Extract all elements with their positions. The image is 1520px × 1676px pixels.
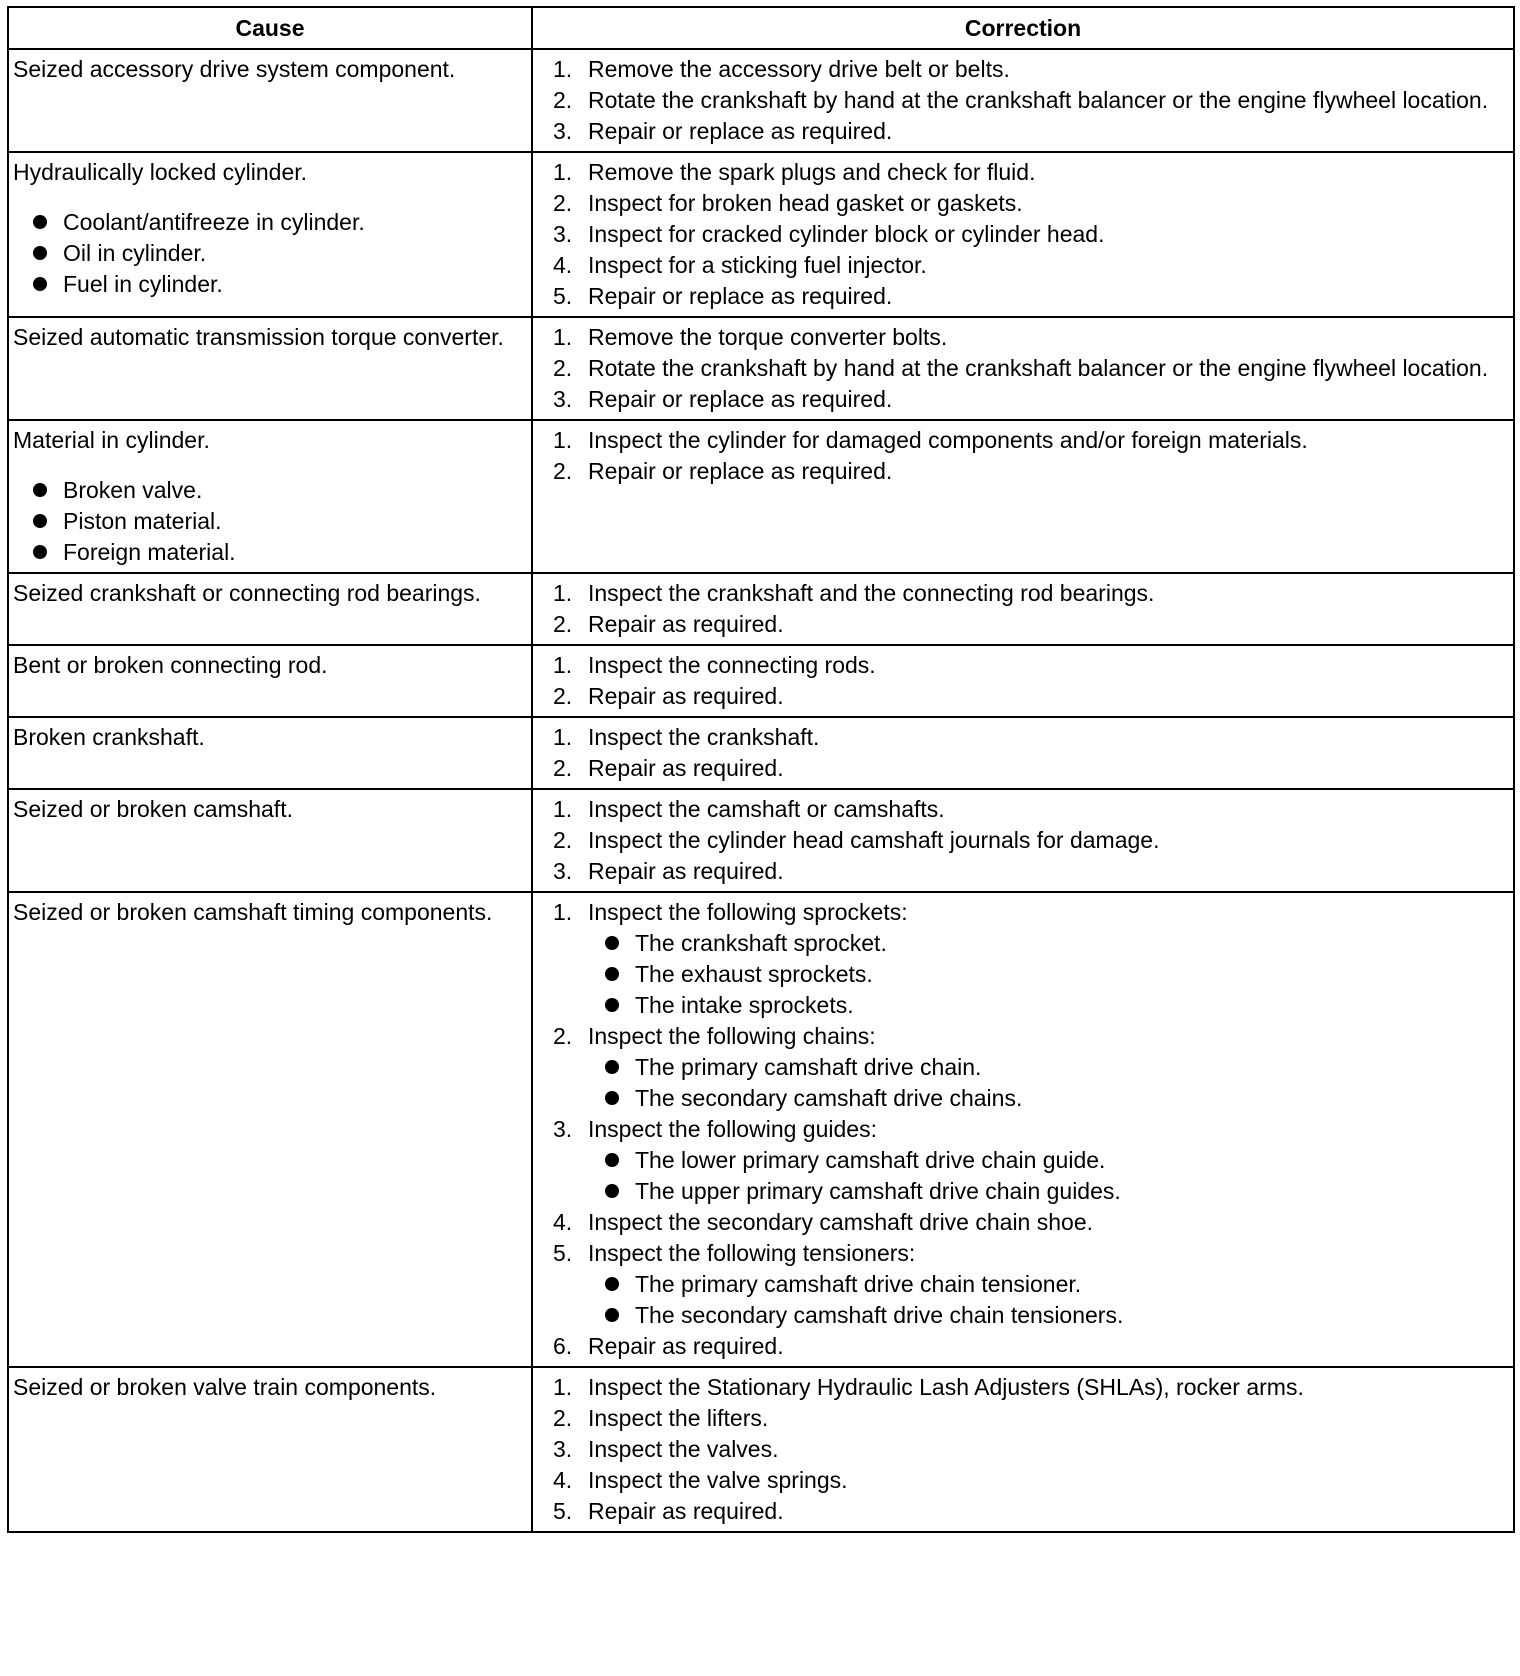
step-text: Repair as required. bbox=[588, 755, 784, 781]
step-text: Inspect the valve springs. bbox=[588, 1467, 848, 1493]
correction-step bbox=[553, 1238, 1505, 1269]
step-number: 1. bbox=[553, 580, 573, 606]
cause-bullet-item bbox=[13, 537, 525, 568]
bullet-dot-icon bbox=[605, 1153, 619, 1167]
step-number: 3. bbox=[553, 858, 573, 884]
sub-bullet-text: The intake sprockets. bbox=[635, 992, 854, 1018]
bullet-dot-icon bbox=[605, 1308, 619, 1322]
correction-step bbox=[553, 219, 1505, 250]
correction-step bbox=[553, 1465, 1505, 1496]
step-text: Repair or replace as required. bbox=[588, 283, 893, 309]
sub-bullet-text: The secondary camshaft drive chain tensioners. bbox=[635, 1302, 1124, 1328]
step-sub-bullet bbox=[553, 1300, 1505, 1331]
step-text: Inspect the camshaft or camshafts. bbox=[588, 796, 945, 822]
table-row bbox=[8, 1367, 1514, 1532]
correction-step bbox=[553, 1207, 1505, 1238]
correction-step bbox=[553, 425, 1505, 456]
correction-step bbox=[553, 456, 1505, 487]
step-number: 6. bbox=[553, 1333, 573, 1359]
step-number: 4. bbox=[553, 1467, 573, 1493]
step-number: 3. bbox=[553, 1436, 573, 1462]
step-text: Inspect the Stationary Hydraulic Lash Adjusters (SHLAs), rocker arms. bbox=[588, 1374, 1304, 1400]
step-number: 2. bbox=[553, 190, 573, 216]
step-sub-bullet bbox=[553, 990, 1505, 1021]
cause-bullet-text: Piston material. bbox=[63, 508, 222, 534]
cause-cell bbox=[8, 573, 532, 645]
cause-bullet-item bbox=[13, 238, 525, 269]
correction-step bbox=[553, 825, 1505, 856]
step-number: 2. bbox=[553, 611, 573, 637]
step-text: Repair as required. bbox=[588, 858, 784, 884]
step-text: Inspect the secondary camshaft drive chain shoe. bbox=[588, 1209, 1094, 1235]
step-text: Repair or replace as required. bbox=[588, 386, 893, 412]
step-number: 2. bbox=[553, 683, 573, 709]
step-sub-bullet bbox=[553, 1269, 1505, 1300]
table-row bbox=[8, 317, 1514, 420]
correction-step bbox=[553, 1403, 1505, 1434]
sub-bullet-text: The upper primary camshaft drive chain guides. bbox=[635, 1178, 1121, 1204]
cause-bullet-text: Coolant/antifreeze in cylinder. bbox=[63, 209, 365, 235]
table-row bbox=[8, 49, 1514, 152]
table-row bbox=[8, 789, 1514, 892]
step-number: 4. bbox=[553, 1209, 573, 1235]
step-text: Inspect the crankshaft and the connecting rod bearings. bbox=[588, 580, 1155, 606]
correction-cell bbox=[532, 317, 1514, 420]
step-number: 2. bbox=[553, 87, 573, 113]
step-text: Repair as required. bbox=[588, 1333, 784, 1359]
step-sub-bullet bbox=[553, 959, 1505, 990]
correction-cell bbox=[532, 717, 1514, 789]
step-number: 1. bbox=[553, 1374, 573, 1400]
step-number: 3. bbox=[553, 221, 573, 247]
step-text: Inspect the following sprockets: bbox=[588, 899, 908, 925]
correction-step bbox=[553, 722, 1505, 753]
correction-step bbox=[553, 188, 1505, 219]
step-number: 1. bbox=[553, 56, 573, 82]
step-text: Inspect the lifters. bbox=[588, 1405, 769, 1431]
step-number: 1. bbox=[553, 724, 573, 750]
step-number: 4. bbox=[553, 252, 573, 278]
correction-step bbox=[553, 116, 1505, 147]
step-sub-bullet bbox=[553, 1176, 1505, 1207]
correction-cell bbox=[532, 420, 1514, 573]
correction-cell bbox=[532, 152, 1514, 317]
step-text: Remove the torque converter bolts. bbox=[588, 324, 948, 350]
sub-bullet-text: The primary camshaft drive chain. bbox=[635, 1054, 982, 1080]
step-number: 2. bbox=[553, 1405, 573, 1431]
sub-bullet-text: The exhaust sprockets. bbox=[635, 961, 873, 987]
step-number: 2. bbox=[553, 1023, 573, 1049]
cause-bullet-item bbox=[13, 207, 525, 238]
step-number: 3. bbox=[553, 118, 573, 144]
correction-cell bbox=[532, 645, 1514, 717]
correction-step bbox=[553, 681, 1505, 712]
cause-cell bbox=[8, 789, 532, 892]
correction-step bbox=[553, 1021, 1505, 1052]
bullet-dot-icon bbox=[33, 545, 47, 559]
sub-bullet-text: The primary camshaft drive chain tensioner. bbox=[635, 1271, 1082, 1297]
step-text: Repair as required. bbox=[588, 611, 784, 637]
cause-bullet-text: Oil in cylinder. bbox=[63, 240, 207, 266]
bullet-dot-icon bbox=[605, 1184, 619, 1198]
cause-cell bbox=[8, 420, 532, 573]
step-text: Rotate the crankshaft by hand at the crankshaft balancer or the engine flywheel location. bbox=[588, 87, 1489, 113]
table-row bbox=[8, 152, 1514, 317]
correction-step bbox=[553, 578, 1505, 609]
bullet-dot-icon bbox=[605, 967, 619, 981]
diagnostic-table-container bbox=[7, 6, 1513, 1533]
step-text: Inspect for a sticking fuel injector. bbox=[588, 252, 927, 278]
step-number: 1. bbox=[553, 899, 573, 925]
step-text: Repair or replace as required. bbox=[588, 118, 893, 144]
step-number: 1. bbox=[553, 652, 573, 678]
correction-step bbox=[553, 1114, 1505, 1145]
sub-bullet-text: The lower primary camshaft drive chain guide. bbox=[635, 1147, 1106, 1173]
correction-step bbox=[553, 856, 1505, 887]
step-text: Repair or replace as required. bbox=[588, 458, 893, 484]
step-number: 2. bbox=[553, 827, 573, 853]
correction-cell bbox=[532, 573, 1514, 645]
bullet-dot-icon bbox=[33, 277, 47, 291]
cause-bullet-list bbox=[13, 207, 525, 300]
cause-bullet-text: Broken valve. bbox=[63, 477, 203, 503]
cause-text: Seized automatic transmission torque converter. bbox=[13, 324, 504, 350]
step-text: Remove the spark plugs and check for fluid. bbox=[588, 159, 1036, 185]
correction-step bbox=[553, 353, 1505, 384]
cause-text: Seized or broken camshaft timing components. bbox=[13, 899, 493, 925]
header-row bbox=[8, 7, 1514, 49]
cause-bullet-item bbox=[13, 506, 525, 537]
correction-step bbox=[553, 609, 1505, 640]
step-number: 1. bbox=[553, 324, 573, 350]
bullet-dot-icon bbox=[33, 215, 47, 229]
bullet-dot-icon bbox=[33, 246, 47, 260]
step-text: Inspect the following guides: bbox=[588, 1116, 877, 1142]
step-text: Inspect the following chains: bbox=[588, 1023, 876, 1049]
cause-text: Hydraulically locked cylinder. bbox=[13, 159, 308, 185]
bullet-dot-icon bbox=[33, 514, 47, 528]
step-text: Repair as required. bbox=[588, 683, 784, 709]
correction-cell bbox=[532, 789, 1514, 892]
correction-step bbox=[553, 250, 1505, 281]
step-number: 2. bbox=[553, 458, 573, 484]
step-text: Inspect the crankshaft. bbox=[588, 724, 820, 750]
correction-step bbox=[553, 1434, 1505, 1465]
step-sub-bullet bbox=[553, 928, 1505, 959]
cause-cell bbox=[8, 1367, 532, 1532]
cause-text: Bent or broken connecting rod. bbox=[13, 652, 328, 678]
step-text: Inspect the valves. bbox=[588, 1436, 779, 1462]
cause-text: Material in cylinder. bbox=[13, 427, 210, 453]
step-text: Inspect the connecting rods. bbox=[588, 652, 876, 678]
table-body bbox=[8, 49, 1514, 1532]
header-cause: Cause bbox=[8, 7, 532, 49]
step-number: 3. bbox=[553, 1116, 573, 1142]
cause-bullet-list bbox=[13, 475, 525, 568]
correction-step bbox=[553, 753, 1505, 784]
step-number: 5. bbox=[553, 283, 573, 309]
bullet-dot-icon bbox=[605, 1060, 619, 1074]
bullet-dot-icon bbox=[605, 1091, 619, 1105]
cause-text: Broken crankshaft. bbox=[13, 724, 205, 750]
cause-cell bbox=[8, 645, 532, 717]
correction-step bbox=[553, 281, 1505, 312]
cause-cell bbox=[8, 317, 532, 420]
cause-cell bbox=[8, 892, 532, 1367]
step-text: Inspect the cylinder for damaged components and/or foreign materials. bbox=[588, 427, 1308, 453]
correction-step bbox=[553, 1372, 1505, 1403]
correction-step bbox=[553, 157, 1505, 188]
table-row bbox=[8, 892, 1514, 1367]
correction-step bbox=[553, 322, 1505, 353]
cause-bullet-text: Fuel in cylinder. bbox=[63, 271, 223, 297]
correction-step bbox=[553, 54, 1505, 85]
step-text: Rotate the crankshaft by hand at the crankshaft balancer or the engine flywheel location. bbox=[588, 355, 1489, 381]
cause-cell bbox=[8, 49, 532, 152]
correction-step bbox=[553, 1331, 1505, 1362]
diagnostic-table bbox=[7, 6, 1515, 1533]
step-number: 2. bbox=[553, 755, 573, 781]
bullet-dot-icon bbox=[605, 936, 619, 950]
step-text: Inspect for broken head gasket or gaskets. bbox=[588, 190, 1023, 216]
correction-step bbox=[553, 794, 1505, 825]
correction-step bbox=[553, 897, 1505, 928]
step-number: 2. bbox=[553, 355, 573, 381]
step-text: Inspect the following tensioners: bbox=[588, 1240, 916, 1266]
correction-cell bbox=[532, 1367, 1514, 1532]
bullet-dot-icon bbox=[33, 483, 47, 497]
cause-cell bbox=[8, 152, 532, 317]
correction-step bbox=[553, 650, 1505, 681]
correction-cell bbox=[532, 892, 1514, 1367]
cause-bullet-item bbox=[13, 269, 525, 300]
cause-bullet-item bbox=[13, 475, 525, 506]
table-row bbox=[8, 717, 1514, 789]
correction-cell bbox=[532, 49, 1514, 152]
step-sub-bullet bbox=[553, 1145, 1505, 1176]
bullet-dot-icon bbox=[605, 1277, 619, 1291]
cause-text: Seized or broken valve train components. bbox=[13, 1374, 437, 1400]
cause-text: Seized accessory drive system component. bbox=[13, 56, 456, 82]
step-number: 1. bbox=[553, 796, 573, 822]
cause-text: Seized crankshaft or connecting rod bearings. bbox=[13, 580, 481, 606]
table-row bbox=[8, 645, 1514, 717]
step-text: Inspect for cracked cylinder block or cylinder head. bbox=[588, 221, 1105, 247]
step-sub-bullet bbox=[553, 1052, 1505, 1083]
correction-step bbox=[553, 85, 1505, 116]
step-number: 3. bbox=[553, 386, 573, 412]
sub-bullet-text: The crankshaft sprocket. bbox=[635, 930, 887, 956]
step-number: 5. bbox=[553, 1498, 573, 1524]
table-row bbox=[8, 573, 1514, 645]
step-text: Repair as required. bbox=[588, 1498, 784, 1524]
step-number: 5. bbox=[553, 1240, 573, 1266]
table-row bbox=[8, 420, 1514, 573]
correction-step bbox=[553, 384, 1505, 415]
step-number: 1. bbox=[553, 427, 573, 453]
step-text: Remove the accessory drive belt or belts. bbox=[588, 56, 1010, 82]
cause-text: Seized or broken camshaft. bbox=[13, 796, 293, 822]
sub-bullet-text: The secondary camshaft drive chains. bbox=[635, 1085, 1023, 1111]
header-correction: Correction bbox=[532, 7, 1514, 49]
step-number: 1. bbox=[553, 159, 573, 185]
step-sub-bullet bbox=[553, 1083, 1505, 1114]
cause-bullet-text: Foreign material. bbox=[63, 539, 236, 565]
cause-cell bbox=[8, 717, 532, 789]
bullet-dot-icon bbox=[605, 998, 619, 1012]
correction-step bbox=[553, 1496, 1505, 1527]
step-text: Inspect the cylinder head camshaft journals for damage. bbox=[588, 827, 1160, 853]
